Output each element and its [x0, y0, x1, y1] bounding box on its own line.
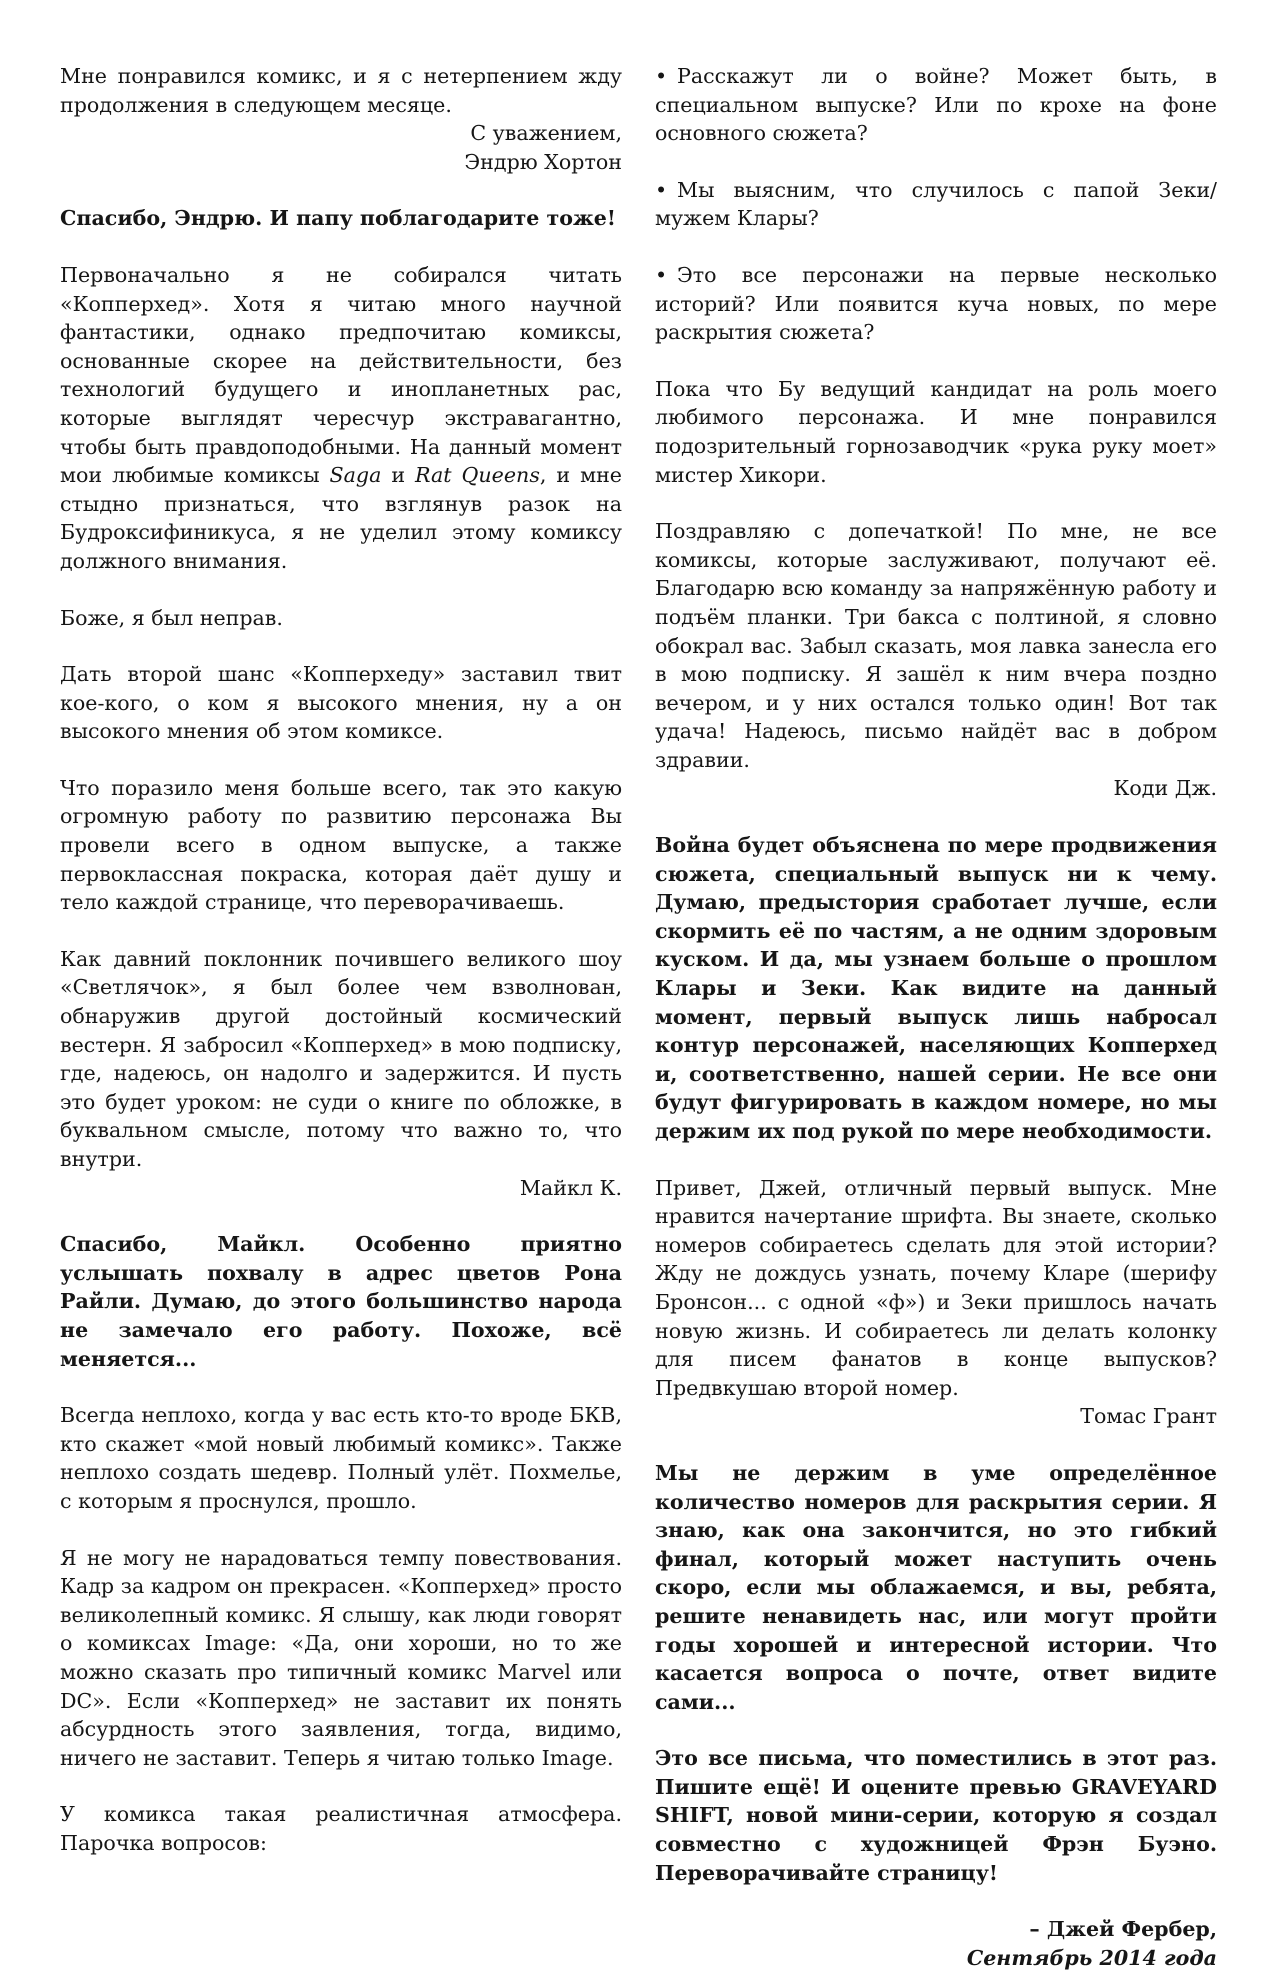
letter-michael-signature: Майкл К.: [519, 1175, 622, 1200]
letter-andrew-signature: Эндрю Хортон: [464, 149, 622, 174]
editor-signoff: [655, 1915, 1217, 1972]
left-column: [60, 62, 622, 1857]
reply-to-cody: Война будет объяснена по мере продвижения сюжета, специальный выпуск ни к чему. Думаю, предыстория сработает лучше, если скормить её по частям, а не одним здоровым куском. И да, мы узнаем больше о прошлом Клары и Зеки. Как видите на данный момент, первый выпуск лишь набросал контур персонажей, населяющих Копперхед и, соответственно, нашей серии. Не все они будут фигурировать в каждом номере, но мы держим их под рукой по мере необходимости.: [655, 833, 1217, 1143]
letter-three-paragraph: Всегда неплохо, когда у вас есть кто-то вроде БКВ, кто скажет «мой новый любимый комикс». Также неплохо создать шедевр. Полный улёт. Похмелье, с которым я проснулся, прошло.: [60, 1403, 622, 1513]
question-bullet: [655, 62, 1217, 148]
text-run: Первоначально я не собирался читать «Копперхед». Хотя я читаю много научной фантастики, однако предпочитаю комиксы, основанные скорее на действительности, без технологий будущего и инопланетных рас, которые выглядят чересчур экстравагантно, чтобы быть правдоподобными. На данный момент мои любимые комиксы: [60, 262, 622, 488]
letter-michael-paragraph: Боже, я был неправ.: [60, 605, 283, 630]
question-bullet: [655, 176, 1217, 233]
reply-to-andrew: Спасибо, Эндрю. И папу поблагодарите тоже!: [60, 206, 616, 231]
reply-to-thomas: Мы не держим в уме определённое количество номеров для раскрытия серии. Я знаю, как она закончится, но это гибкий финал, который может наступить очень скоро, если мы облажаемся, и вы, ребята, решите ненавидеть нас, или могут пройти годы хорошей и интересной истории. Что касается вопроса о почте, ответ видите сами...: [655, 1460, 1217, 1714]
letter-thomas-text: Привет, Джей, отличный первый выпуск. Мне нравится начертание шрифта. Вы знаете, сколько номеров собираетесь сделать для этой истории? Жду не дождусь узнать, почему Кларе (шерифу Бронсон... с одной «ф») и Зеки пришлось начать новую жизнь. И собираетесь ли делать колонку для писем фанатов в конце выпусков? Предвкушаю второй номер.: [655, 1175, 1217, 1400]
letter-thomas-signature: Томас Грант: [1080, 1404, 1217, 1429]
letter-cody-paragraph: Пока что Бу ведущий кандидат на роль моего любимого персонажа. И мне понравился подозрительный горнозаводчик «рука руку моет» мистер Хикори.: [655, 376, 1217, 487]
title-saga: Saga: [329, 463, 382, 488]
question-text: Это все персонажи на первые несколько историй? Или появится куча новых, по мере раскрытия сюжета?: [655, 262, 1217, 345]
letter-michael-paragraph: Дать второй шанс «Копперхеду» заставил твит кое-кого, о ком я высокого мнения, ну а он высокого мнения об этом комиксе.: [60, 662, 622, 744]
letter-michael-paragraph: Что поразило меня больше всего, так это какую огромную работу по развитию персонажа Вы провели всего в одном выпуске, а также первоклассная покраска, которая даёт душу и тело каждой странице, что переворачиваешь.: [60, 775, 622, 915]
letter-michael-paragraph: [60, 261, 622, 576]
question-text: Мы выясним, что случилось с папой Зеки/мужем Клары?: [655, 177, 1217, 231]
text-run: и: [381, 463, 416, 488]
signoff-date: Сентябрь 2014 года: [966, 1945, 1217, 1970]
bullet-icon: •: [655, 262, 668, 287]
closing-reply: Это все письма, что поместились в этот раз. Пишите ещё! И оцените превью GRAVEYARD SHIFT, новой мини-серии, которую я создал совместно с художницей Фрэн Буэно. Переворачивайте страницу!: [655, 1746, 1217, 1885]
letter-michael-paragraph: Как давний поклонник почившего великого шоу «Светлячок», я был более чем взволнован, обнаружив другой достойный космический вестерн. Я забросил «Копперхед» в мою подписку, где, надеюсь, он надолго и задержится. И пусть это будет уроком: не суди о книге по обложке, в буквальном смысле, потому что важно то, что внутри.: [60, 946, 622, 1171]
letter-cody-signature: Коди Дж.: [1113, 776, 1217, 801]
letter-andrew-text: Мне понравился комикс, и я с нетерпением жду продолжения в следующем месяце.: [60, 64, 622, 117]
title-rat-queens: Rat Queens: [415, 463, 540, 488]
reply-to-michael: Спасибо, Майкл. Особенно приятно услышать похвалу в адрес цветов Рона Райли. Думаю, до этого большинство народа не замечало его работу. Похоже, всё меняется...: [60, 1232, 622, 1371]
letter-three-paragraph: У комикса такая реалистичная атмосфера. Парочка вопросов:: [60, 1802, 622, 1855]
right-column: [655, 62, 1217, 1972]
letter-andrew-closing: С уважением,: [470, 121, 622, 146]
bullet-icon: •: [655, 177, 668, 202]
letter-cody-paragraph: Поздравляю с допечаткой! По мне, не все комиксы, которые заслуживают, получают её. Благодарю всю команду за напряжённую работу и подъём планки. Три бакса с полтиной, я словно обокрал вас. Забыл сказать, моя лавка занесла его в мою подписку. Я зашёл к ним вчера поздно вечером, и у них остался только один! Вот так удача! Надеюсь, письмо найдёт вас в добром здравии.: [655, 519, 1217, 772]
bullet-icon: •: [655, 64, 668, 88]
editor-name: – Джей Фербер,: [1029, 1917, 1217, 1942]
letter-three-paragraph: Я не могу не нарадоваться темпу повествования. Кадр за кадром он прекрасен. «Копперхед» просто великолепный комикс. Я слышу, как люди говорят о комиксах Image: «Да, они хороши, но то же можно сказать про типичный комикс Marvel или DC». Если «Копперхед» не заставит их понять абсурдность этого заявления, тогда, видимо, ничего не заставит. Теперь я читаю только Image.: [60, 1545, 622, 1770]
question-bullet: [655, 261, 1217, 347]
question-text: Расскажут ли о войне? Может быть, в специальном выпуске? Или по крохе на фоне основного сюжета?: [655, 64, 1217, 146]
text-run: , и мне стыдно признаться, что взглянув разок на Будроксифиникуса, я не уделил этому комиксу должного внимания.: [60, 463, 622, 573]
